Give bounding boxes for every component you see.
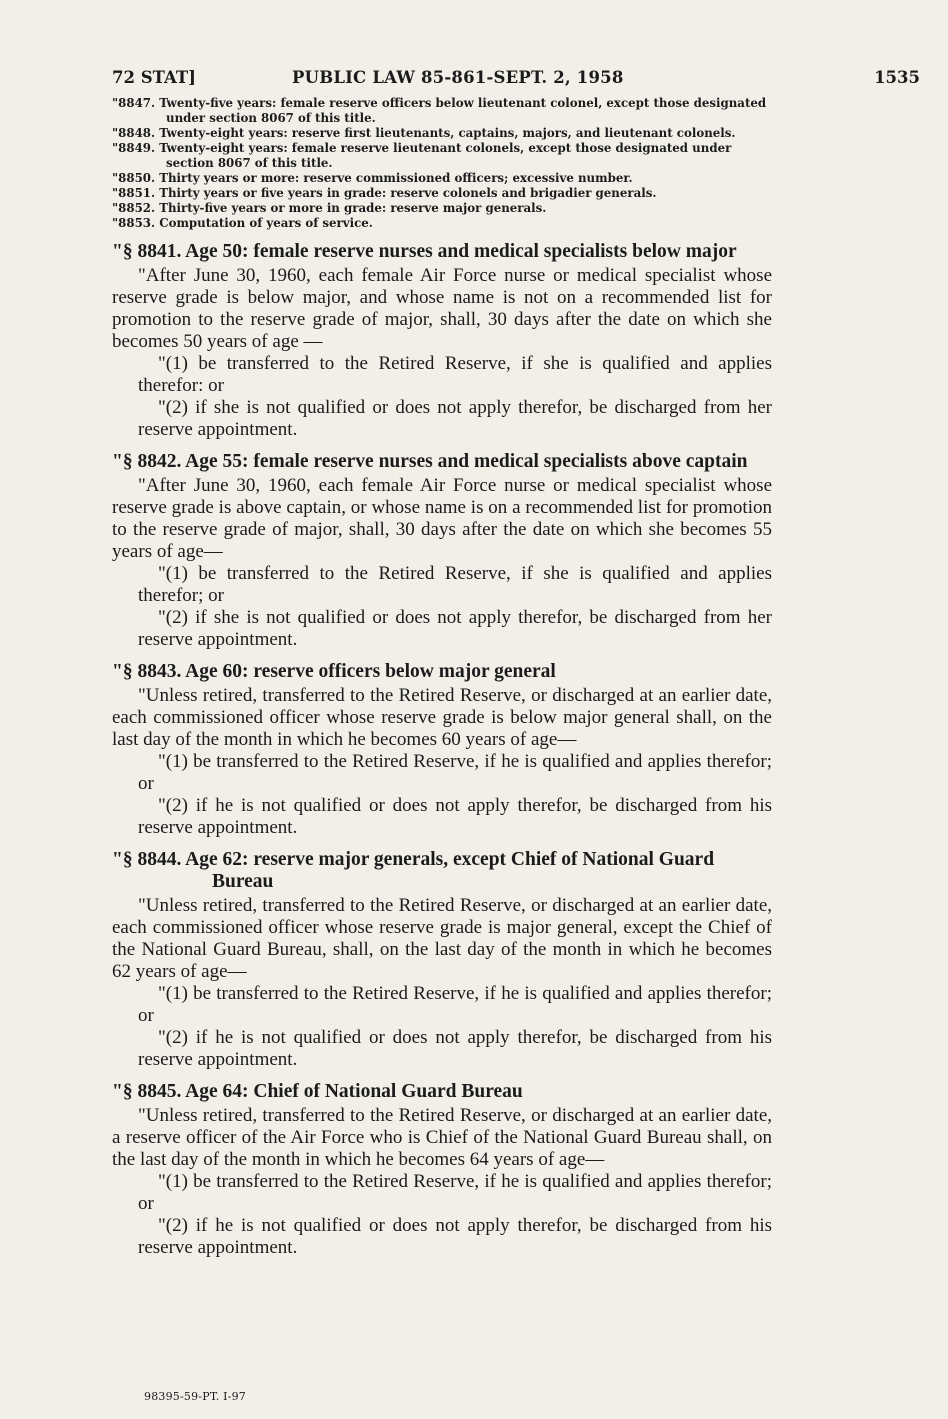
page-number: 1535: [874, 68, 920, 87]
section-8844: [112, 849, 772, 1071]
section-heading: "§ 8841. Age 50: female reserve nurses and medical specialists below major: [112, 241, 737, 262]
page-header: [112, 62, 920, 96]
page-title: PUBLIC LAW 85-861-SEPT. 2, 1958: [292, 68, 624, 87]
clause: "(2) if he is not qualified or does not apply therefor, be discharged from his reserve appointment.: [138, 1027, 772, 1070]
section-heading: "§ 8843. Age 60: reserve officers below major general: [112, 661, 556, 682]
section-heading: "§ 8845. Age 64: Chief of National Guard Bureau: [112, 1081, 523, 1102]
document-body: [112, 241, 772, 1259]
toc-entry: "8852. Thirty-five years or more in grade: reserve major generals.: [112, 201, 547, 215]
toc-entry: "8853. Computation of years of service.: [112, 216, 373, 230]
section-paragraph: "Unless retired, transferred to the Retired Reserve, or discharged at an earlier date, a reserve officer of the Air Force who is Chief of the National Guard Bureau shall, on the last day of the month in which he becomes 64 years of age—: [112, 1105, 772, 1170]
section-8845: [112, 1081, 772, 1259]
clause: "(1) be transferred to the Retired Reserve, if he is qualified and applies therefor; or: [138, 1171, 772, 1214]
toc-entry: "8848. Twenty-eight years: reserve first lieutenants, captains, majors, and lieutenant colonels.: [112, 126, 736, 140]
section-heading: "§ 8842. Age 55: female reserve nurses and medical specialists above captain: [112, 451, 748, 472]
clause: "(2) if he is not qualified or does not apply therefor, be discharged from his reserve appointment.: [138, 1215, 772, 1258]
statute-volume: 72 STAT]: [112, 68, 196, 87]
document-page: [112, 62, 920, 1402]
section-paragraph: "After June 30, 1960, each female Air Force nurse or medical specialist whose reserve grade is above captain, or whose name is on a recommended list for promotion to the reserve grade of major, shall, 30 days after the date on which she becomes 55 years of age—: [112, 475, 772, 562]
clause: "(2) if she is not qualified or does not apply therefor, be discharged from her reserve appointment.: [138, 397, 772, 440]
clause: "(1) be transferred to the Retired Reserve, if he is qualified and applies therefor; or: [138, 983, 772, 1026]
toc-entry: "8851. Thirty years or five years in grade: reserve colonels and brigadier generals.: [112, 186, 657, 200]
print-code: 98395-59-PT. I-97: [144, 1390, 246, 1403]
section-8843: [112, 661, 772, 839]
clause: "(1) be transferred to the Retired Reserve, if she is qualified and applies therefor: or: [138, 353, 772, 396]
section-paragraph: "Unless retired, transferred to the Retired Reserve, or discharged at an earlier date, each commissioned officer whose reserve grade is below major general shall, on the last day of the month in which he becomes 60 years of age—: [112, 685, 772, 750]
section-8842: [112, 451, 772, 651]
section-paragraph: "After June 30, 1960, each female Air Force nurse or medical specialist whose reserve grade is below major, and whose name is not on a recommended list for promotion to the reserve grade of major, shall, 30 days after the date on which she becomes 50 years of age —: [112, 265, 772, 352]
toc-entry: "8849. Twenty-eight years: female reserve lieutenant colonels, except those designated under section 8067 of this title.: [112, 141, 732, 170]
toc-entry: "8847. Twenty-five years: female reserve officers below lieutenant colonel, except those designated under section 8067 of this title.: [112, 96, 767, 125]
section-paragraph: "Unless retired, transferred to the Retired Reserve, or discharged at an earlier date, each commissioned officer whose reserve grade is major general, except the Chief of the National Guard Bureau, shall, on the last day of the month in which he becomes 62 years of age—: [112, 895, 772, 982]
clause: "(2) if he is not qualified or does not apply therefor, be discharged from his reserve appointment.: [138, 795, 772, 838]
toc-entry: "8850. Thirty years or more: reserve commissioned officers; excessive number.: [112, 171, 633, 185]
section-index: [112, 96, 772, 231]
clause: "(1) be transferred to the Retired Reserve, if she is qualified and applies therefor; or: [138, 563, 772, 606]
section-8841: [112, 241, 772, 441]
clause: "(1) be transferred to the Retired Reserve, if he is qualified and applies therefor; or: [138, 751, 772, 794]
clause: "(2) if she is not qualified or does not apply therefor, be discharged from her reserve appointment.: [138, 607, 772, 650]
section-heading: "§ 8844. Age 62: reserve major generals, except Chief of National Guard Bureau: [112, 849, 715, 892]
